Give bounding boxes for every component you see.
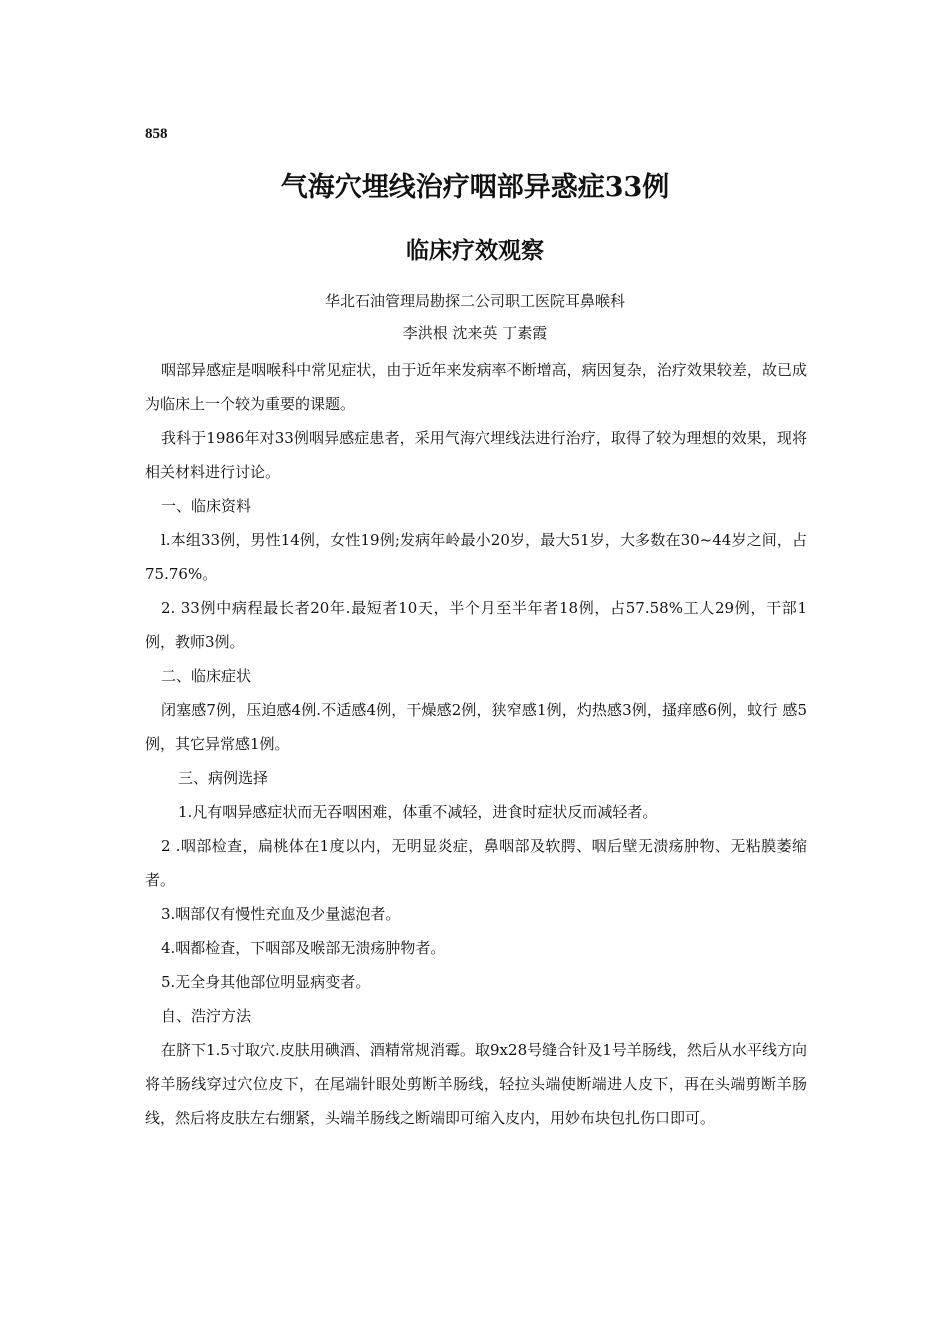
case-selection-item-4: 4.咽都检査，下咽部及喉部无溃疡肿物者。: [161, 939, 446, 957]
clinical-data-item-2: 2. 33例中病程最长者20年.最短者10天，半个月至半年者18例，占57.58%工人29例，干部1例，教师3例。: [145, 599, 807, 651]
section-heading-symptoms: 二、临床症状: [161, 667, 252, 685]
page-number: 858: [145, 126, 168, 142]
intro-paragraph: 咽部异感症是咽喉科中常见症状，由于近年来发病率不断增高，病因复杂，治疗效果较差，故已成为临床上一个较为重要的课题。: [145, 361, 807, 413]
case-selection-item-5: 5.无全身其他部位明显病变者。: [161, 973, 371, 991]
case-selection-item-1: 1.凡有咽异感症状而无吞咽困难，体重不减轻，进食时症状反而减轻者。: [178, 803, 658, 821]
case-selection-item-3: 3.咽部仅有慢性充血及少量滤泡者。: [161, 905, 401, 923]
author-affiliation: 华北石油管理局勘探二公司职工医院耳鼻喉科: [324, 292, 625, 310]
article-subtitle: 临床疗效观察: [406, 237, 544, 264]
treatment-paragraph: 在脐下1.5寸取穴.皮肤用碘酒、酒精常规消霉。取9x28号缝合针及1号羊肠线，然后从水平线方向将羊肠线穿过穴位皮下，在尾端针眼处剪断羊肠线，轻拉头端使断端进人皮下，再在头端剪断羊肠线，然后将皮肤左右绷紧，头端羊肠线之断端即可缩入皮内，用妙布块包扎伤口即可。: [145, 1041, 807, 1127]
author-names: 李洪根 沈来英 丁素霞: [402, 324, 548, 342]
section-heading-treatment: 自、浩泞方法: [161, 1007, 252, 1025]
case-selection-item-2: 2 .咽部检查，扁桃体在1度以内，无明显炎症，鼻咽部及软腭、咽后壁无溃疡肿物、无粘膜萎缩者。: [145, 837, 807, 889]
symptoms-paragraph: 闭塞感7例，压迫感4例.不适感4例，干燥感2例，狭窄感1例，灼热感3例，搔痒感6例，蚊行 感5例，其它异常感1例。: [145, 701, 807, 753]
article-body: [145, 353, 807, 1135]
method-summary-paragraph: 我科于1986年对33例咽异感症患者，采用气海穴埋线法进行治疗，取得了较为理想的效果，现将相关材料进行讨论。: [145, 429, 807, 481]
section-heading-clinical-data: 一、临床资料: [161, 497, 252, 515]
section-heading-case-selection: 三、病例选择: [178, 769, 269, 787]
article-title: 气海穴埋线治疗咽部异惑症33例: [280, 172, 670, 203]
clinical-data-item-1: l.本组33例，男性14例，女性19例;发病年岭最小20岁，最大51岁，大多数在30~44岁之间，占75.76%。: [145, 531, 807, 583]
